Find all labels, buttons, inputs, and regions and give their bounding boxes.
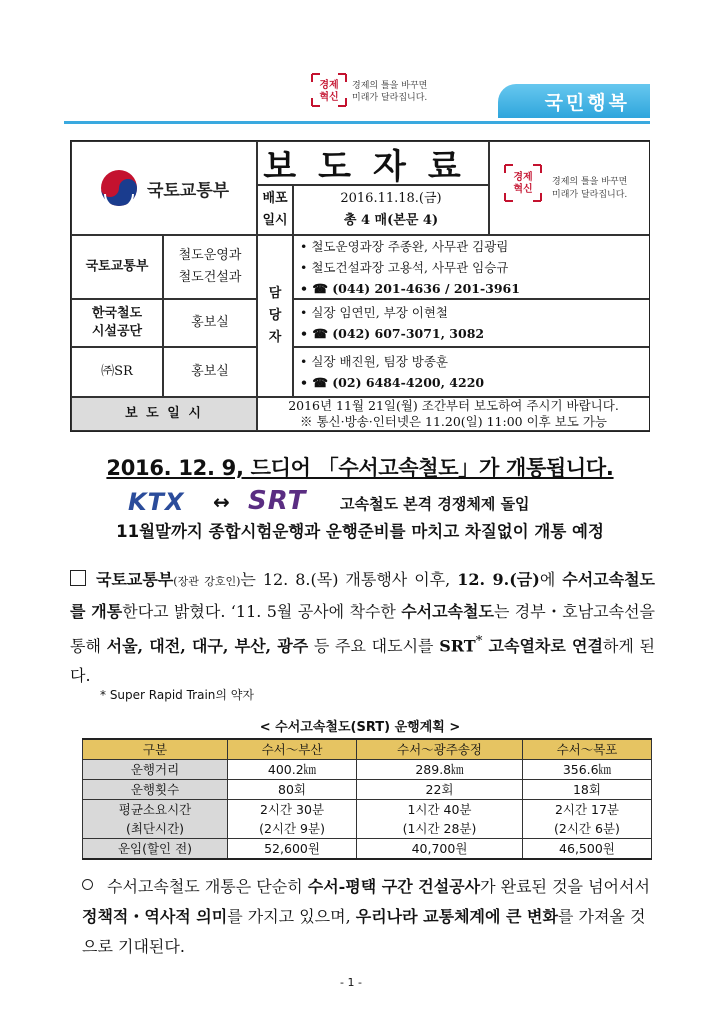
embargo-label: 보 도 일 시 — [71, 397, 257, 431]
ktx-logo: KTX — [128, 488, 185, 516]
org-molit-depts: 철도운영과 철도건설과 — [163, 235, 257, 299]
table-row: (최단시간) (2시간 9분) (1시간 28분) (2시간 6분) — [83, 819, 652, 839]
release-label: 배포 일시 — [257, 185, 293, 235]
org-krna-dept: 홍보실 — [163, 299, 257, 347]
checkbox-bullet-icon — [70, 570, 86, 586]
org-sr-contacts: • 실장 배진원, 팀장 방종훈 • ☎ (02) 6484-4200, 4220 — [293, 347, 649, 397]
header-busan: 수서～부산 — [228, 739, 357, 760]
arrow-icon: ↔ — [213, 490, 230, 514]
economic-innovation-logo — [308, 70, 350, 110]
release-pages: 총 4 매(본문 4) — [343, 213, 439, 228]
subhead-schedule: 11월말까지 종합시험운행과 운행준비를 마치고 차질없이 개통 예정 — [116, 522, 604, 541]
header-gwangju: 수서～광주송정 — [357, 739, 523, 760]
doc-title — [257, 141, 489, 185]
release-info — [293, 185, 489, 235]
doc-title-text: 보도자료 — [263, 146, 483, 187]
slogan-text: 경제의 틀을 바꾸면 미래가 달라집니다. — [352, 81, 428, 103]
page-number: - 1 - — [340, 976, 362, 989]
paragraph-2: 수서고속철도 개통은 단순히 수서-평택 구간 건설공사가 완료된 것을 넘어서서 정책적・역사적 의미를 가지고 있으며, 우리나라 교통체계에 큰 변화를 가져올 것으로 기대된다. — [82, 877, 650, 956]
srt-logo: SRT — [248, 486, 307, 516]
contact-label: 담 당 자 — [257, 235, 293, 397]
economic-innovation-logo-small — [502, 162, 544, 204]
footnote: * Super Rapid Train의 약자 — [100, 688, 254, 702]
svg-text:경제: 경제 — [319, 80, 339, 91]
embargo-line-2: ※ 통신·방송·인터넷은 11.20(일) 11:00 이후 보도 가능 — [300, 414, 607, 429]
table-row: 평균소요시간 2시간 30분 1시간 40분 2시간 17분 — [83, 800, 652, 820]
slogan-cell — [489, 141, 649, 235]
embargo-info — [257, 397, 649, 431]
schedule-table — [82, 738, 652, 860]
circle-bullet-icon — [82, 879, 93, 890]
org-sr-dept: 홍보실 — [163, 347, 257, 397]
table-header-row — [83, 739, 652, 760]
org-krna-contacts: • 실장 임연민, 부장 이현철 • ☎ (042) 607-3071, 3082 — [293, 299, 649, 347]
svg-text:경제: 경제 — [513, 172, 533, 183]
table-row: 운행거리 400.2㎞ 289.8㎞ 356.6㎞ — [83, 760, 652, 780]
header-mokpo: 수서～목포 — [522, 739, 651, 760]
release-date: 2016.11.18.(금) — [340, 191, 442, 206]
top-rule — [64, 121, 650, 124]
press-header-table — [70, 140, 650, 432]
table-row: 운임(할인 전) 52,600원 40,700원 46,500원 — [83, 839, 652, 860]
taegeuk-icon — [99, 168, 139, 208]
svg-text:혁신: 혁신 — [513, 184, 533, 195]
slogan-line-1: 경제의 틀을 바꾸면 — [552, 177, 628, 187]
schedule-table-title: < 수서고속철도(SRT) 운행계획 > — [259, 720, 461, 735]
org-molit: 국토교통부 — [71, 235, 163, 299]
table-row: 운행횟수 80회 22회 18회 — [83, 780, 652, 800]
org-sr: ㈜SR — [71, 347, 163, 397]
subhead-competition: 고속철도 본격 경쟁체제 돌입 — [340, 495, 530, 513]
slogan-line-2: 미래가 달라집니다. — [552, 190, 628, 200]
paragraph-1: 국토교통부(장관 강호인)는 12. 8.(목) 개통행사 이후, 12. 9.(금)에 수서고속철도를 개통한다고 밝혔다. ‘11. 5월 공사에 착수한 수서고속철도는 경부・호남고속선을 통해 서울, 대전, 대구, 부산, 광주 등 주요 대도시를 SRT* 고속열차로 연결하게 된다. — [70, 570, 655, 686]
ministry-name: 국토교통부 — [146, 180, 230, 201]
org-molit-contacts: • 철도운영과장 주종완, 사무관 김광림 • 철도건설과장 고용석, 사무관 임승규 • ☎ (044) 201-4636 / 201-3961 — [293, 235, 649, 299]
svg-text:혁신: 혁신 — [319, 92, 339, 103]
main-headline: 2016. 12. 9, 드디어 「수서고속철도」가 개통됩니다. — [106, 456, 614, 480]
national-happiness-banner — [498, 84, 650, 118]
ministry-logo-cell — [71, 141, 257, 235]
org-krna: 한국철도 시설공단 — [71, 299, 163, 347]
embargo-line-1: 2016년 11월 21일(월) 조간부터 보도하여 주시기 바랍니다. — [288, 398, 619, 413]
banner-label: 국민행복 — [544, 92, 630, 114]
header-category: 구분 — [83, 739, 228, 760]
